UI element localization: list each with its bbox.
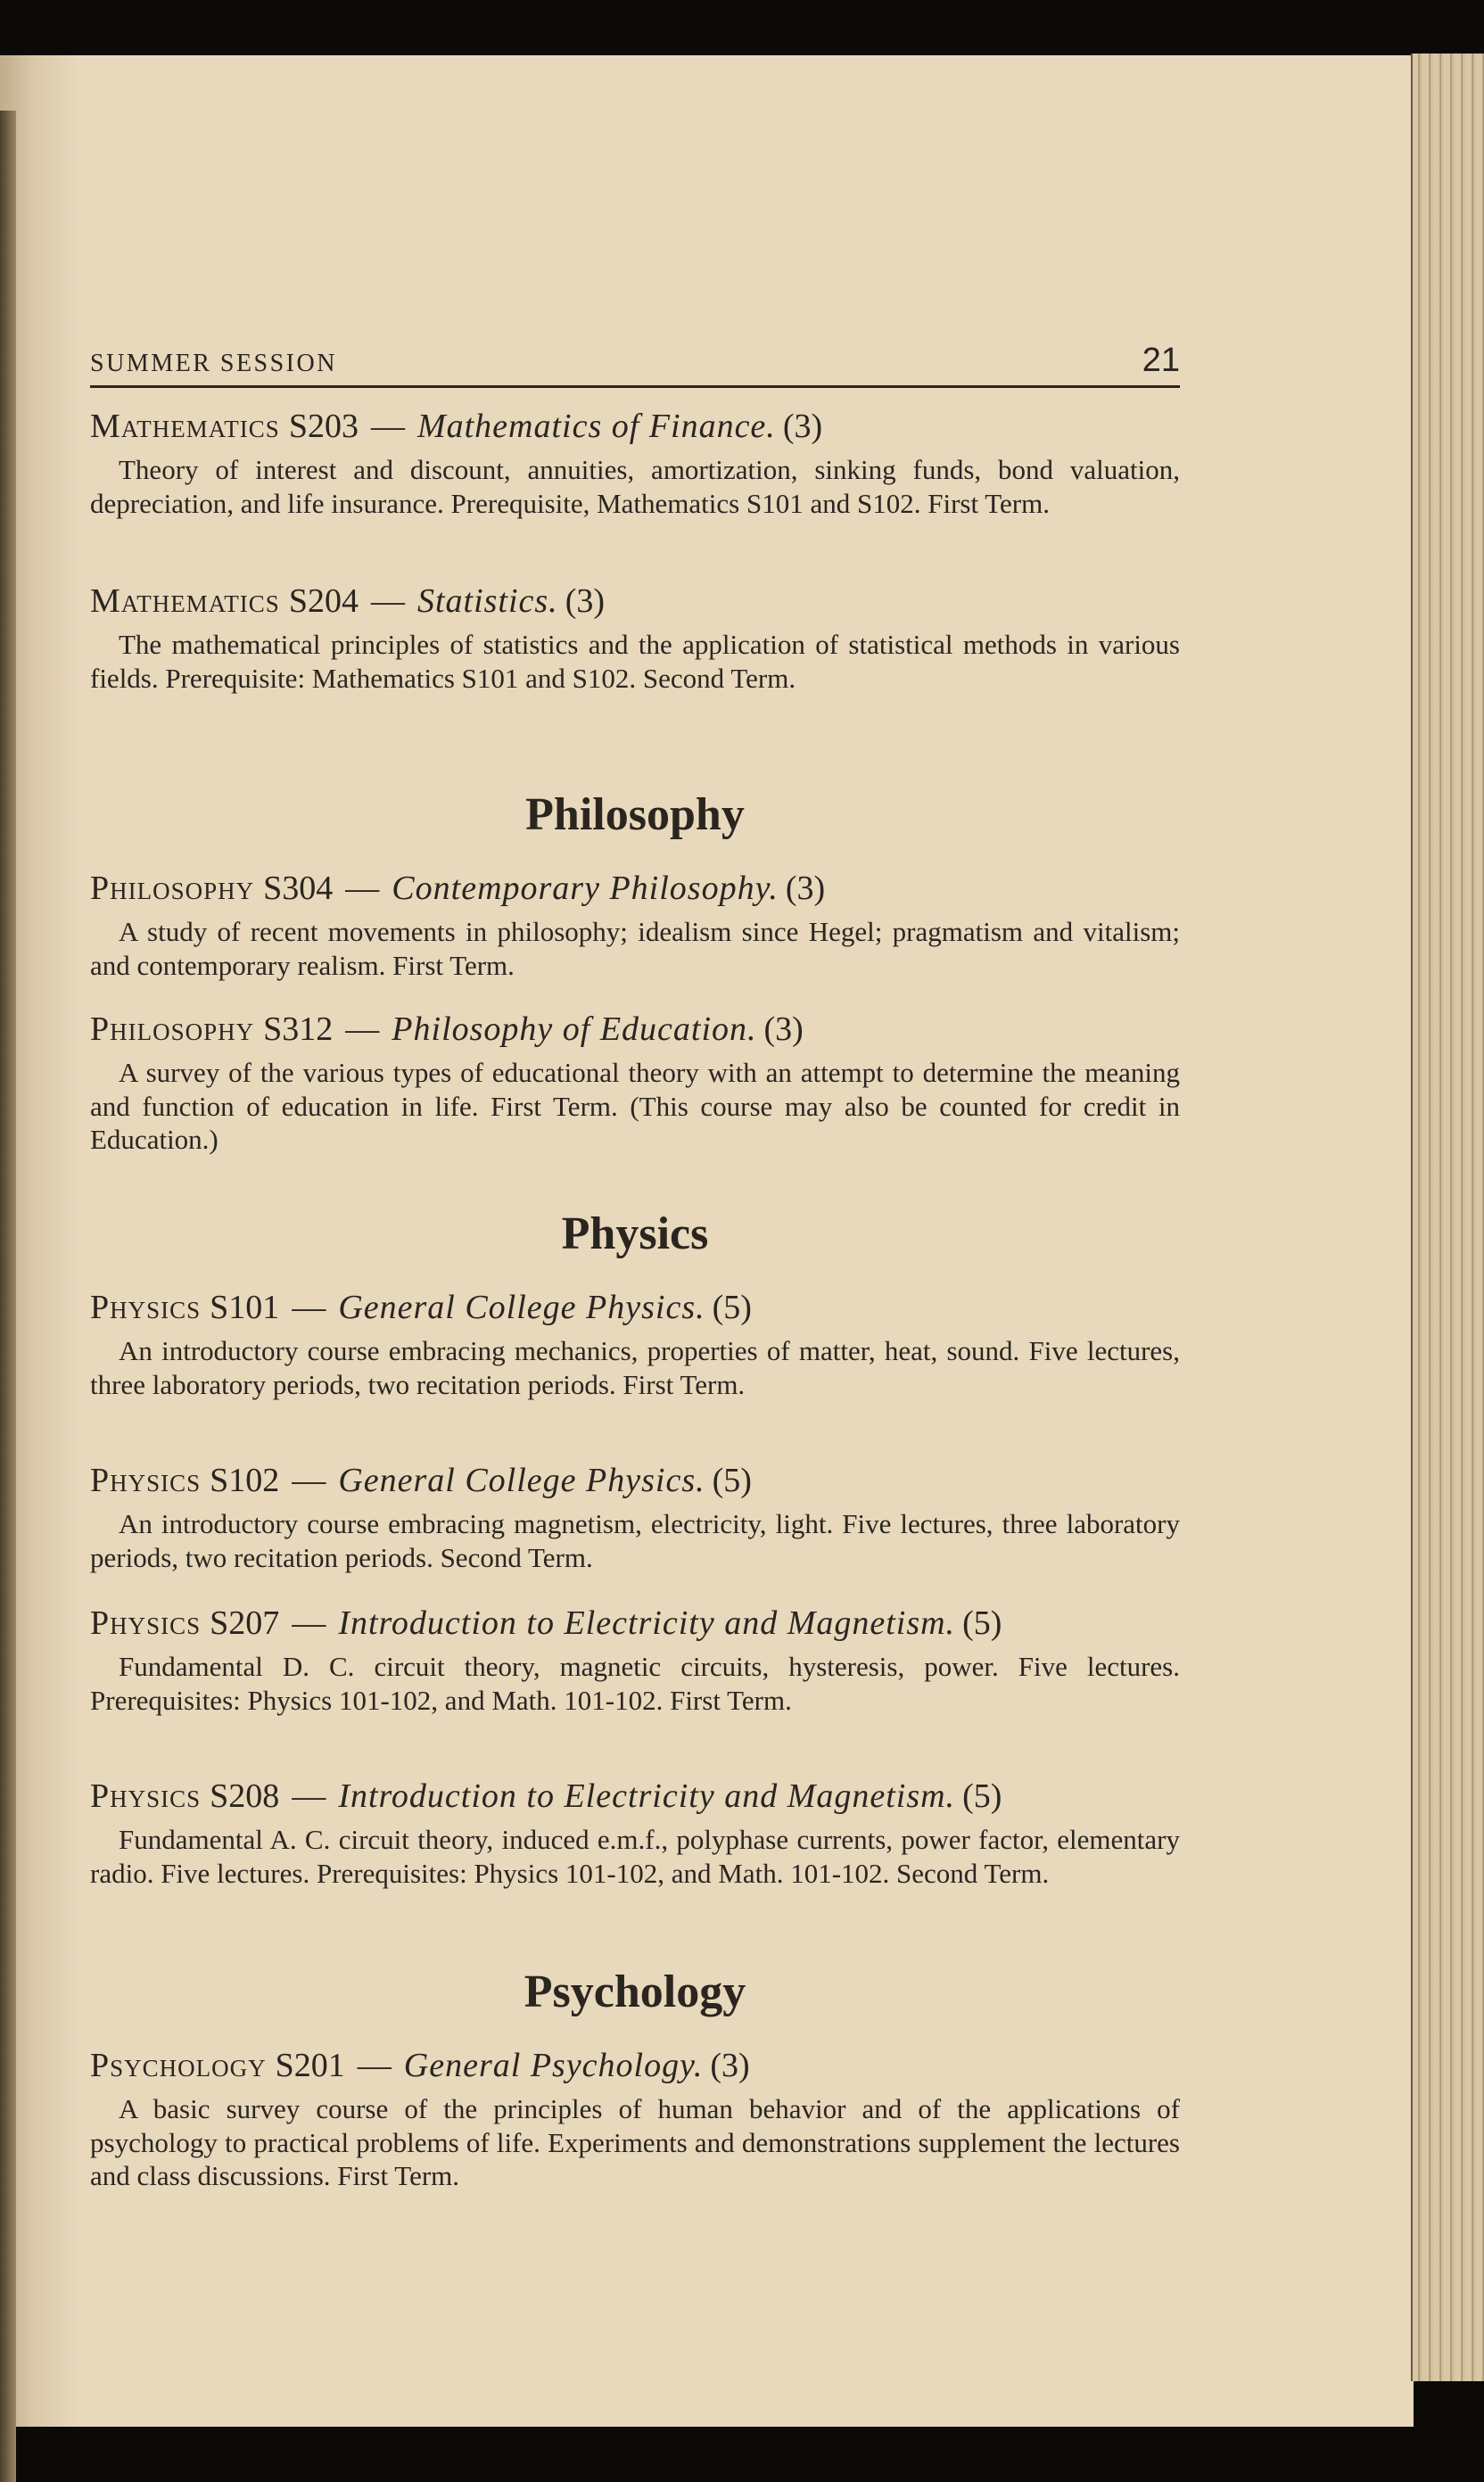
course-dash: —: [292, 1289, 326, 1326]
course-credits: (5): [962, 1777, 1002, 1815]
course-name: General College Physics.: [338, 1289, 705, 1326]
course-credits: (3): [782, 408, 823, 445]
course-entry: [90, 867, 1180, 982]
course-dept: Psychology: [90, 2047, 267, 2084]
section-heading-psychology: Psychology: [524, 1967, 746, 2017]
course-entry: [90, 1775, 1180, 1890]
course-title: [90, 405, 1180, 448]
course-description: Theory of interest and discount, annuities, amortization, sinking funds, bond valuation, depreciation, and life insurance. Prerequisite, Mathematics S101 and S102. First Term.: [90, 454, 1180, 519]
course-description: A study of recent movements in philosophy; idealism since Hegel; pragmatism and vitalism; and contemporary realism. First Term.: [90, 916, 1180, 981]
course-dept: Philosophy: [90, 870, 255, 907]
course-name: Introduction to Electricity and Magnetism.: [338, 1777, 956, 1815]
course-entry: [90, 1008, 1180, 1157]
course-credits: (3): [763, 1010, 804, 1048]
course-description: Fundamental D. C. circuit theory, magnetic circuits, hysteresis, power. Five lectures. Prerequisites: Physics 101-102, and Math. 101-102. First Term.: [90, 1651, 1180, 1716]
course-credits: (5): [712, 1289, 752, 1326]
course-dept: Physics: [90, 1777, 202, 1815]
course-description: Fundamental A. C. circuit theory, induced e.m.f., polyphase currents, power factor, elementary radio. Five lectures. Prerequisites: Physics 101-102, and Math. 101-102. Second Term.: [90, 1824, 1180, 1889]
course-dash: —: [357, 2047, 392, 2084]
course-number: S207: [210, 1604, 280, 1642]
course-number: S208: [210, 1777, 280, 1815]
course-credits: (5): [712, 1462, 752, 1499]
course-number: S204: [288, 582, 359, 620]
course-number: S101: [210, 1289, 280, 1326]
running-head-title: SUMMER SESSION: [90, 350, 337, 377]
course-dash: —: [370, 582, 405, 620]
section-heading-philosophy: Philosophy: [525, 789, 745, 840]
book-page: [0, 55, 1414, 2427]
course-name: Introduction to Electricity and Magnetism.: [338, 1604, 956, 1642]
course-dept: Philosophy: [90, 1010, 255, 1048]
course-description: A basic survey course of the principles of human behavior and of the applications of psychology to practical problems of life. Experiments and demonstrations supplement the lectures and class discussions. First Term.: [90, 2093, 1180, 2191]
page-number: 21: [1142, 342, 1180, 379]
course-number: S304: [263, 870, 334, 907]
course-title: [90, 2044, 1180, 2087]
course-number: S102: [210, 1462, 280, 1499]
course-description: The mathematical principles of statistics and the application of statistical methods in various fields. Prerequisite: Mathematics S101 and S102. Second Term.: [90, 629, 1180, 694]
course-dash: —: [370, 408, 405, 445]
course-description: An introductory course embracing magnetism, electricity, light. Five lectures, three laboratory periods, two recitation periods. Second Term.: [90, 1508, 1180, 1573]
course-description: A survey of the various types of educational theory with an attempt to determine the meaning and function of education in life. First Term. (This course may also be counted for credit in Education.): [90, 1057, 1180, 1155]
course-number: S201: [275, 2047, 345, 2084]
course-title: [90, 1775, 1180, 1818]
background-top: [0, 0, 1414, 55]
course-name: General College Physics.: [338, 1462, 705, 1499]
course-dept: Mathematics: [90, 582, 280, 620]
course-name: Philosophy of Education.: [392, 1010, 757, 1048]
course-dept: Physics: [90, 1604, 202, 1642]
course-dash: —: [292, 1462, 326, 1499]
course-credits: (3): [565, 582, 605, 620]
course-number: S312: [263, 1010, 334, 1048]
page-binding-shadow: [0, 111, 16, 2482]
course-title: [90, 1459, 1180, 1502]
course-dash: —: [292, 1777, 326, 1815]
course-title: [90, 1286, 1180, 1329]
course-dept: Physics: [90, 1289, 202, 1326]
course-entry: [90, 405, 1180, 520]
section-heading-physics: Physics: [561, 1208, 709, 1259]
course-credits: (3): [785, 870, 826, 907]
course-name: Statistics.: [416, 582, 558, 620]
course-dash: —: [345, 870, 380, 907]
course-title: [90, 1602, 1180, 1645]
course-entry: [90, 1459, 1180, 1574]
course-entry: [90, 1602, 1180, 1717]
course-dept: Physics: [90, 1462, 202, 1499]
course-description: An introductory course embracing mechanics, properties of matter, heat, sound. Five lectures, three laboratory periods, two recitation periods. First Term.: [90, 1335, 1180, 1400]
page-edge-stack: [1411, 54, 1484, 2381]
course-entry: [90, 1286, 1180, 1401]
course-name: Contemporary Philosophy.: [392, 870, 779, 907]
course-title: [90, 867, 1180, 910]
course-credits: (5): [962, 1604, 1002, 1642]
course-title: [90, 580, 1180, 623]
course-dash: —: [292, 1604, 326, 1642]
course-dept: Mathematics: [90, 408, 280, 445]
course-entry: [90, 580, 1180, 695]
course-credits: (3): [710, 2047, 750, 2084]
course-name: General Psychology.: [403, 2047, 704, 2084]
course-name: Mathematics of Finance.: [416, 408, 776, 445]
course-title: [90, 1008, 1180, 1051]
course-dash: —: [345, 1010, 380, 1048]
course-number: S203: [288, 408, 359, 445]
running-head: [90, 323, 1180, 388]
course-entry: [90, 2044, 1180, 2193]
